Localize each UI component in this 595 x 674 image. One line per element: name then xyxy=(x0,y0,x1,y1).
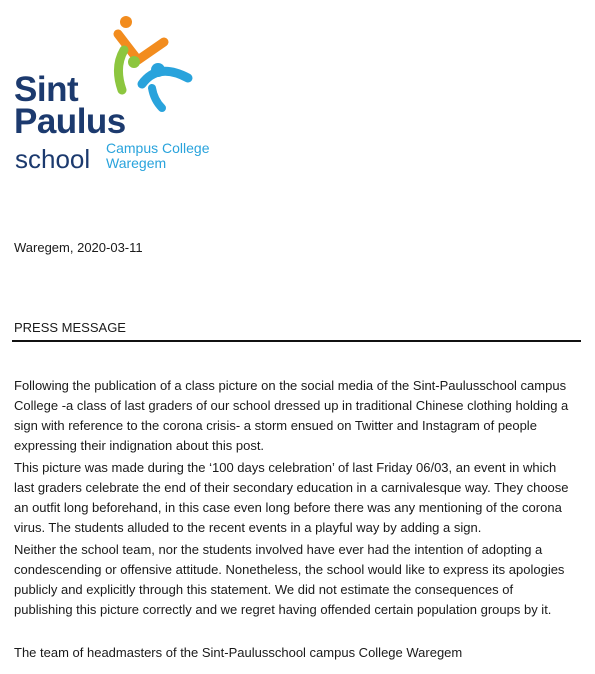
paragraph-2: This picture was made during the ‘100 days celebration’ of last Friday 06/03, an event in which last graders celebrate the end of their secondary education in a carnivalesque way. They choose an outfit long beforehand, in this case even long before there was any mentioning of the corona virus. The students alluded to the recent events in a playful way by adding a sign. xyxy=(14,460,569,535)
school-logo xyxy=(14,12,244,177)
heading-divider xyxy=(12,340,581,342)
letter-heading: PRESS MESSAGE xyxy=(14,320,126,335)
logo-figures-icon xyxy=(96,12,206,112)
paragraph-1: Following the publication of a class picture on the social media of the Sint-Paulusschool campus College -a class of last graders of our school dressed up in traditional Chinese clothing holding a sign with reference to the corona crisis- a storm ensued on Twitter and Instagram of people expressing their indignation about this post. xyxy=(14,378,569,453)
logo-wordmark-school: school xyxy=(15,144,91,174)
logo-wordmark-sint: Sint xyxy=(14,70,79,109)
logo-campus-line2: Waregem xyxy=(106,155,167,171)
letter-signature: The team of headmasters of the Sint-Paulusschool campus College Waregem xyxy=(14,645,463,660)
logo-wordmark-paulus: Paulus xyxy=(14,102,126,141)
letter-date: Waregem, 2020-03-11 xyxy=(14,240,143,255)
paragraph-3: Neither the school team, nor the students involved have ever had the intention of adopting a condescending or offensive attitude. Nonetheless, the school would like to express its apologies publicly and explicitly through this statement. We did not estimate the consequences of publishing this picture correctly and we regret having offended certain population groups by it. xyxy=(14,542,565,617)
logo-campus-name xyxy=(106,141,210,171)
logo-campus-line1: Campus College xyxy=(106,140,210,156)
